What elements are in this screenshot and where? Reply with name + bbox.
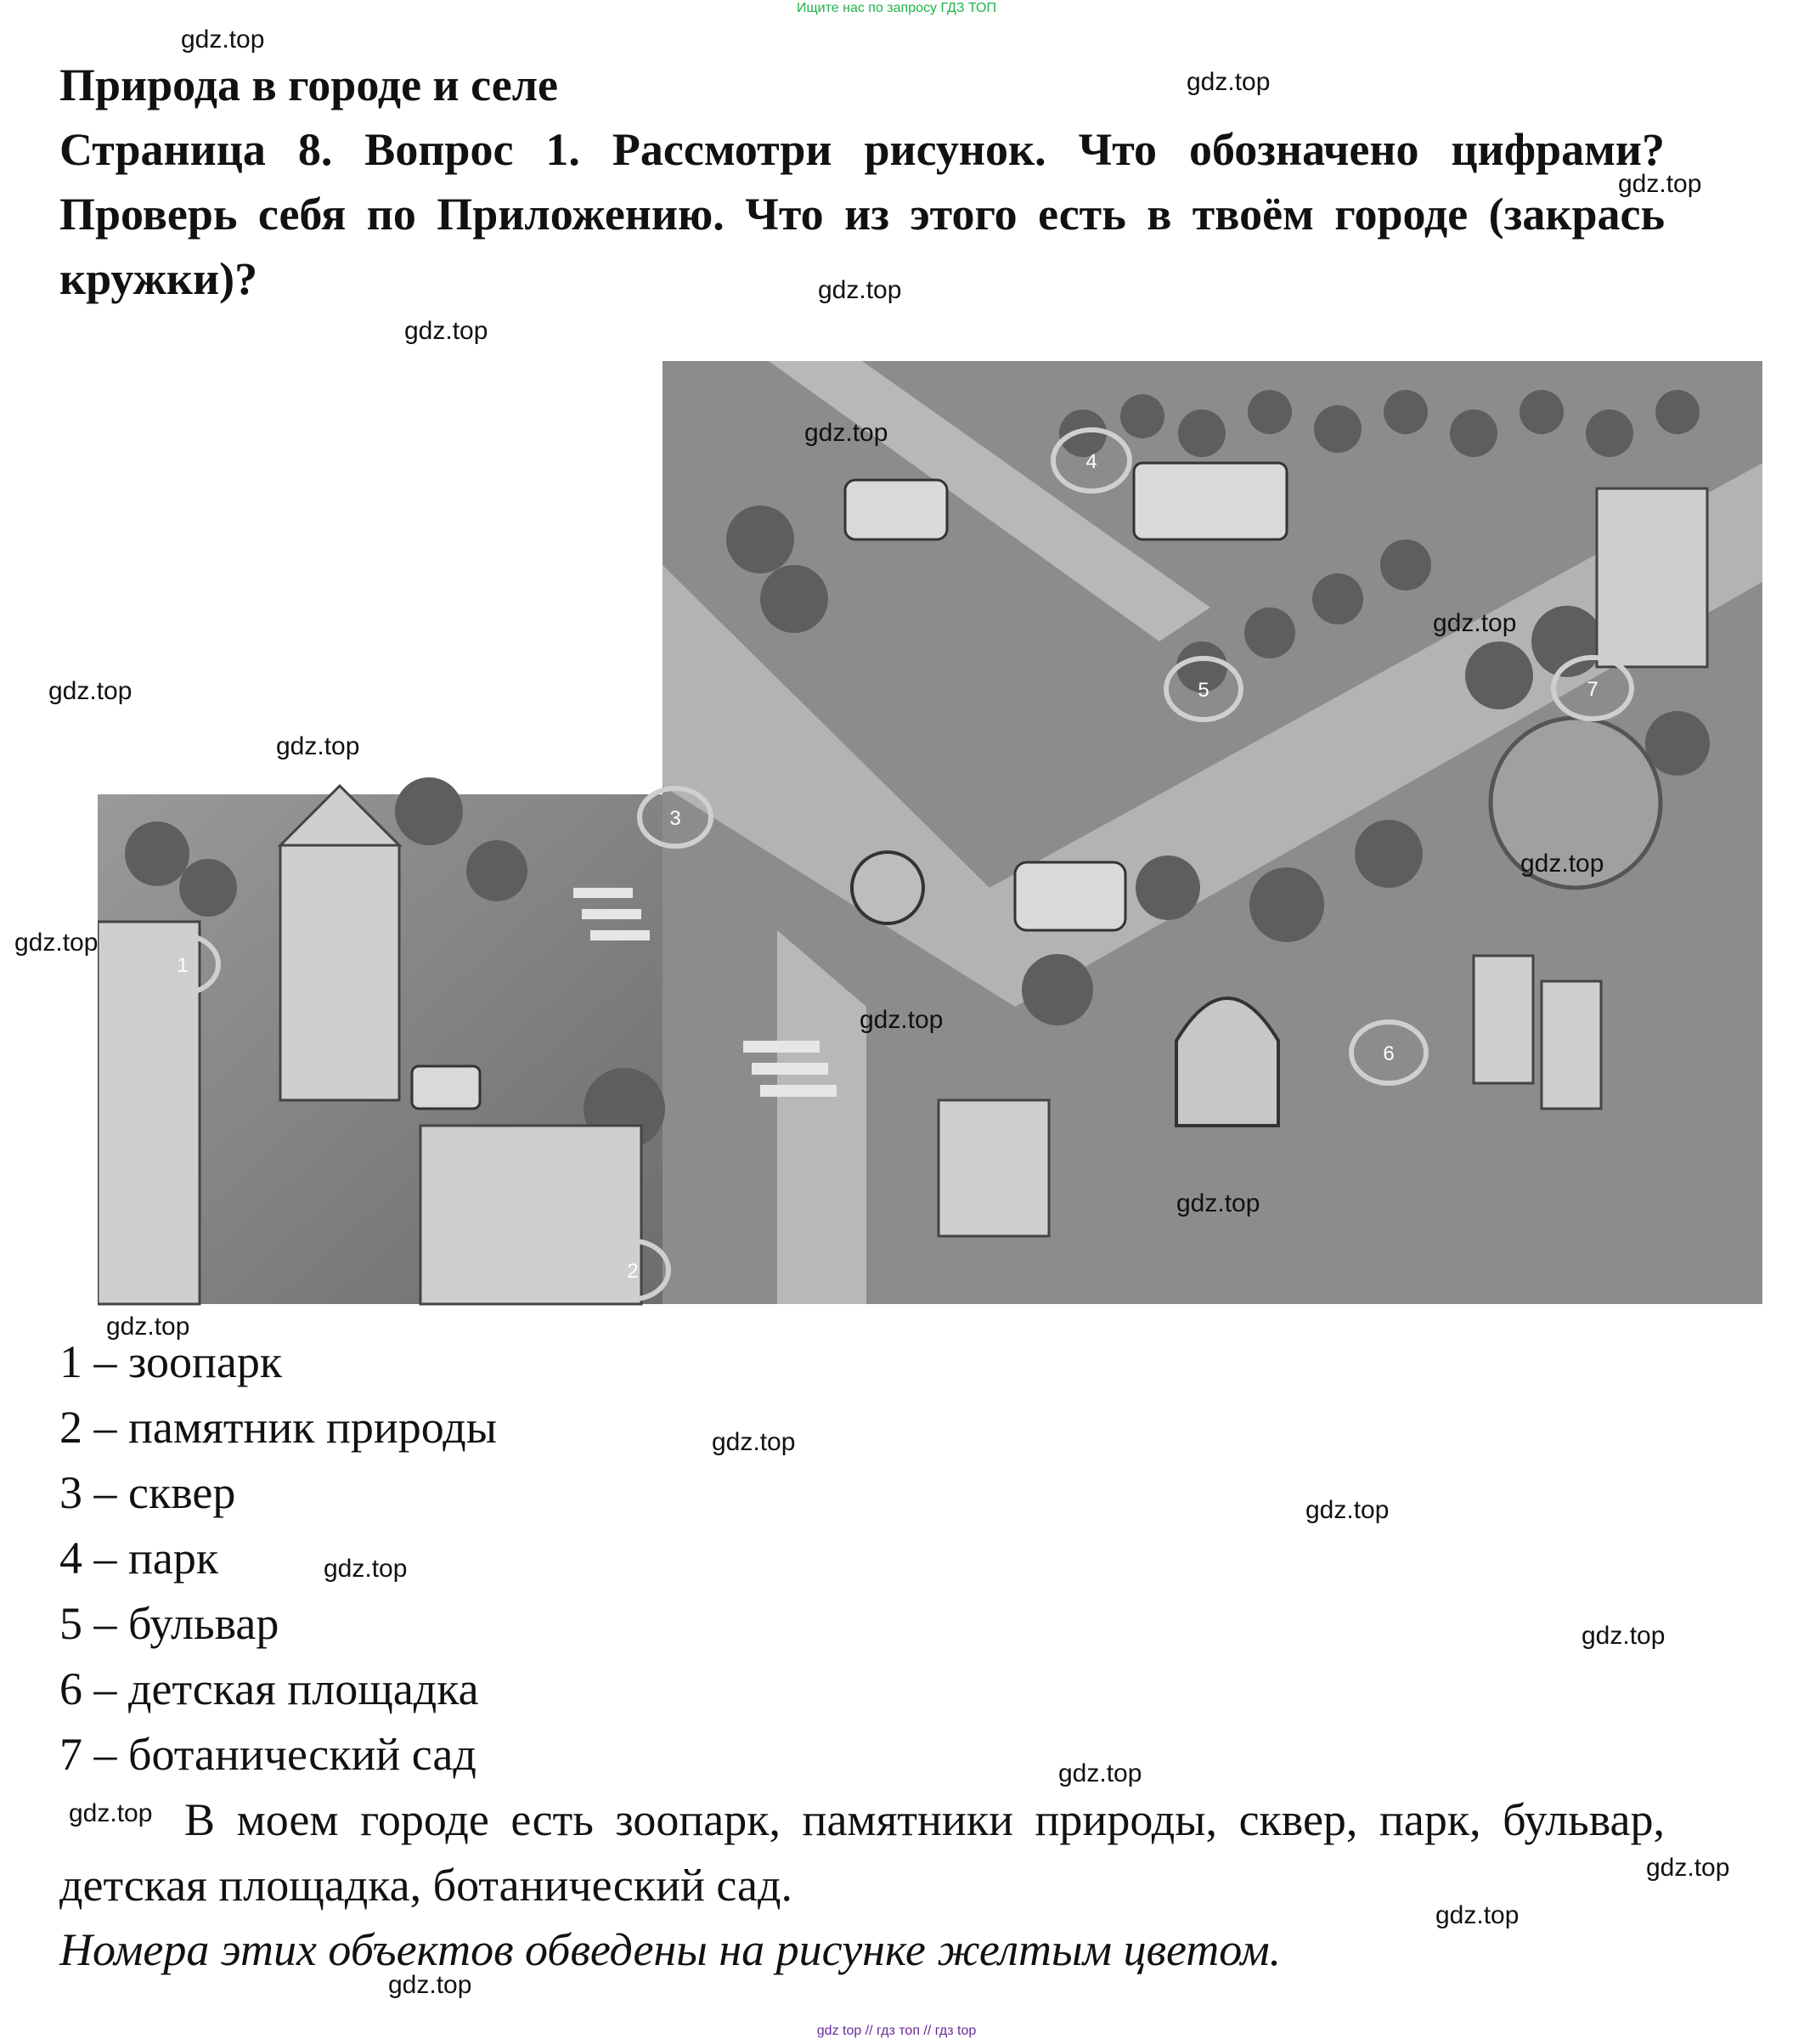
svg-text:1: 1 bbox=[177, 954, 189, 977]
watermark: gdz.top bbox=[1435, 1901, 1520, 1929]
svg-text:2: 2 bbox=[627, 1260, 639, 1283]
page-title: Природа в городе и селе bbox=[59, 59, 559, 110]
svg-text:3: 3 bbox=[669, 807, 681, 830]
watermark: gdz.top bbox=[1646, 1854, 1730, 1882]
watermark: gdz.top bbox=[1520, 850, 1604, 878]
watermark: gdz.top bbox=[388, 1971, 472, 1999]
footer-banner[interactable]: gdz top // гдз топ // гдз top bbox=[816, 2024, 977, 2038]
answer-item: 2 – памятник природы bbox=[59, 1402, 498, 1453]
watermark: gdz.top bbox=[818, 276, 902, 304]
top-banner[interactable]: Ищите нас по запросу ГДЗ ТОП bbox=[797, 1, 996, 15]
question-text: Страница 8. Вопрос 1. Рассмотри рисунок. Что обозначено цифрами? Проверь себя по Приложению. Что из этого есть в твоём городе (закрась кружки)? bbox=[59, 124, 1665, 304]
watermark: gdz.top bbox=[181, 25, 265, 54]
watermark: gdz.top bbox=[404, 317, 488, 345]
watermark: gdz.top bbox=[1305, 1496, 1390, 1524]
watermark: gdz.top bbox=[1618, 170, 1702, 198]
watermark: gdz.top bbox=[804, 419, 888, 447]
svg-text:5: 5 bbox=[1198, 679, 1209, 702]
carousel bbox=[1176, 998, 1278, 1126]
watermark: gdz.top bbox=[1058, 1759, 1142, 1787]
city-illustration bbox=[98, 361, 1767, 1321]
watermark: gdz.top bbox=[276, 732, 360, 760]
note-text: Номера этих объектов обведены на рисунке желтым цветом. bbox=[59, 1924, 1282, 1975]
watermark: gdz.top bbox=[48, 677, 133, 705]
watermark: gdz.top bbox=[14, 929, 99, 957]
fountain bbox=[852, 852, 923, 923]
watermark: gdz.top bbox=[106, 1313, 190, 1341]
svg-text:4: 4 bbox=[1085, 450, 1097, 473]
watermark: gdz.top bbox=[712, 1428, 796, 1456]
watermark: gdz.top bbox=[860, 1006, 944, 1034]
answer-item: 1 – зоопарк bbox=[59, 1336, 283, 1387]
summary-text: В моем городе есть зоопарк, памятники природы, сквер, парк, бульвар, детская площадка, ботанический сад. bbox=[59, 1794, 1665, 1911]
answer-item: 4 – парк bbox=[59, 1533, 219, 1584]
answer-item: 7 – ботанический сад bbox=[59, 1729, 476, 1780]
watermark: gdz.top bbox=[324, 1555, 408, 1583]
answer-item: 3 – сквер bbox=[59, 1467, 236, 1518]
watermark: gdz.top bbox=[1176, 1189, 1260, 1217]
watermark: gdz.top bbox=[1582, 1622, 1666, 1650]
answer-item: 5 – бульвар bbox=[59, 1598, 279, 1649]
summary-paragraph bbox=[59, 1787, 1665, 1918]
watermark: gdz.top bbox=[1187, 68, 1271, 96]
answer-item: 6 – детская площадка bbox=[59, 1663, 479, 1714]
svg-text:7: 7 bbox=[1587, 678, 1598, 701]
watermark: gdz.top bbox=[69, 1799, 153, 1827]
watermark: gdz.top bbox=[1433, 609, 1517, 637]
svg-text:6: 6 bbox=[1383, 1042, 1395, 1065]
answers-list bbox=[59, 1330, 497, 1787]
